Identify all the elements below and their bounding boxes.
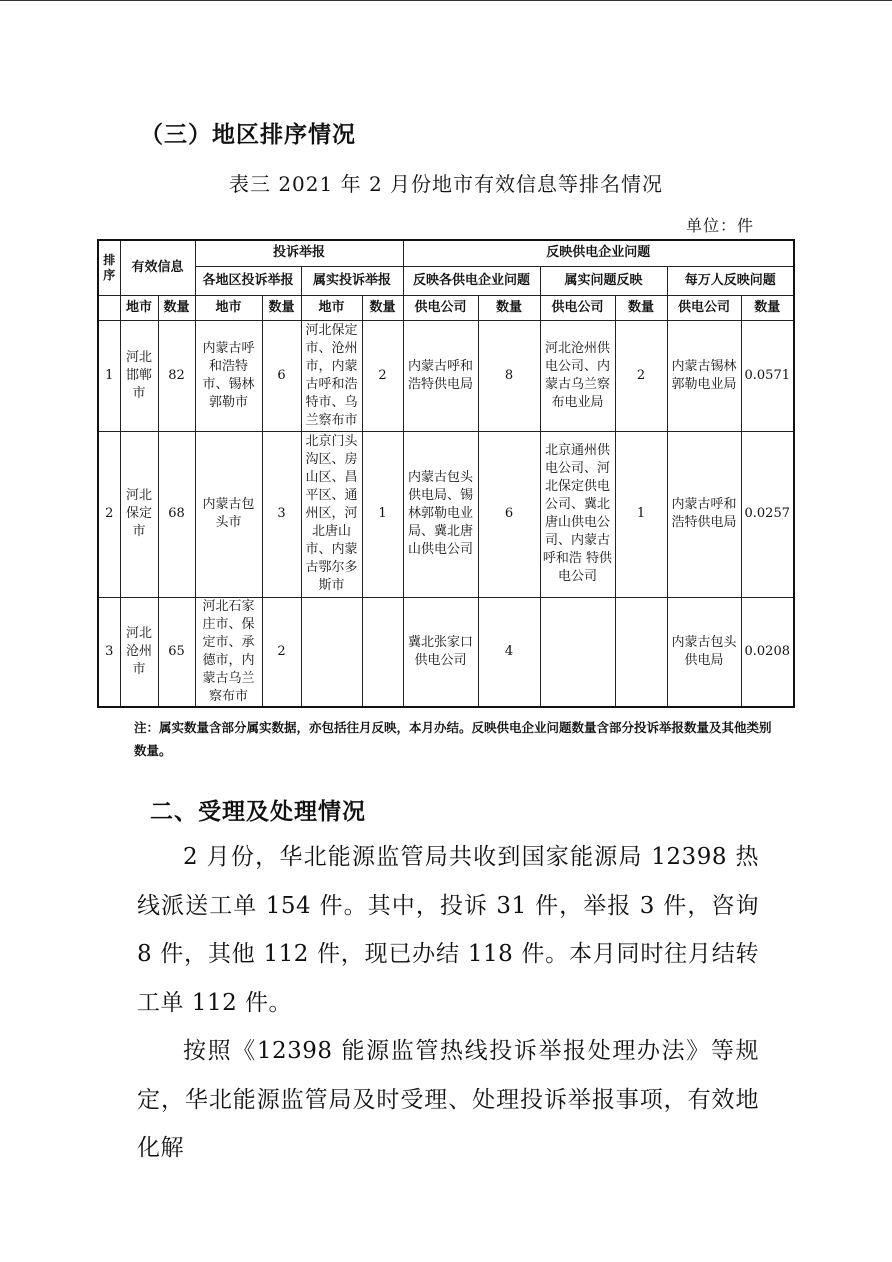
header-complaints: 投诉举报 xyxy=(195,240,403,266)
cell-rank: 3 xyxy=(98,597,120,707)
header-verified-issues: 属实问题反映 xyxy=(540,266,667,295)
cell-verified-region: 北京门头沟区、房山区、昌平区、通州区，河北唐山市、内蒙古鄂尔多斯市 xyxy=(301,431,362,597)
cell-rank: 1 xyxy=(98,320,120,431)
header-supply-issues: 反映供电企业问题 xyxy=(403,240,794,266)
subheader-qty: 数量 xyxy=(615,295,667,320)
cell-verified-region: 河北保定市、沧州市，内蒙古呼和浩特市、乌兰察布市 xyxy=(301,320,362,431)
subheader-qty: 数量 xyxy=(262,295,301,320)
top-border-line xyxy=(0,0,892,1)
header-blank xyxy=(98,295,120,320)
header-verified-complaints: 属实投诉举报 xyxy=(301,266,403,295)
cell-verified-company-qty: 1 xyxy=(615,431,667,597)
cell-verified-company xyxy=(540,597,615,707)
subheader-company: 供电公司 xyxy=(403,295,478,320)
cell-city: 河北邯郸市 xyxy=(120,320,158,431)
cell-city: 河北沧州市 xyxy=(120,597,158,707)
ranking-table xyxy=(97,239,795,708)
cell-verified-qty xyxy=(362,597,403,707)
subheader-region: 地市 xyxy=(301,295,362,320)
subheader-company: 供电公司 xyxy=(667,295,741,320)
table-row xyxy=(98,597,794,707)
subheader-city: 地市 xyxy=(120,295,158,320)
header-regional-complaints: 各地区投诉举报 xyxy=(195,266,301,295)
header-rank: 排序 xyxy=(98,240,120,295)
cell-company: 冀北张家口供电公司 xyxy=(403,597,478,707)
paragraph-procedure: 按照《12398 能源监管热线投诉举报处理办法》等规定，华北能源监管局及时受理、处理投诉举报事项，有效地化解 xyxy=(137,1038,759,1161)
cell-valid-qty: 82 xyxy=(158,320,195,431)
cell-region: 河北石家庄市、保定市、承德市，内蒙古乌兰察布市 xyxy=(195,597,262,707)
subheader-qty: 数量 xyxy=(362,295,403,320)
cell-company-qty: 8 xyxy=(478,320,540,431)
cell-region: 内蒙古包头市 xyxy=(195,431,262,597)
cell-verified-qty: 2 xyxy=(362,320,403,431)
cell-company: 内蒙古呼和浩特供电局 xyxy=(403,320,478,431)
cell-per10k-value: 0.0571 xyxy=(741,320,794,431)
cell-per10k-value: 0.0257 xyxy=(741,431,794,597)
cell-verified-company: 北京通州供电公司、河北保定供电公司、冀北唐山供电公司、内蒙古呼和浩 特供电公司 xyxy=(540,431,615,597)
section-heading-handling: 二、受理及处理情况 xyxy=(150,799,366,825)
cell-verified-company-qty xyxy=(615,597,667,707)
table-caption: 表三 2021 年 2 月份地市有效信息等排名情况 xyxy=(228,172,664,196)
cell-valid-qty: 68 xyxy=(158,431,195,597)
header-per-10k: 每万人反映问题 xyxy=(667,266,794,295)
cell-verified-company-qty: 2 xyxy=(615,320,667,431)
cell-per10k-company: 内蒙古包头供电局 xyxy=(667,597,741,707)
paragraph-summary: 2 月份，华北能源监管局共收到国家能源局 12398 热线派送工单 154 件。其中，投诉 31 件，举报 3 件，咨询 8 件，其他 112 件，现已办结 118 件。本月同时往月结转工单 112 件。 xyxy=(137,844,759,1016)
cell-company-qty: 4 xyxy=(478,597,540,707)
cell-rank: 2 xyxy=(98,431,120,597)
cell-verified-region xyxy=(301,597,362,707)
subheader-region: 地市 xyxy=(195,295,262,320)
header-each-company-issues: 反映各供电企业问题 xyxy=(403,266,540,295)
cell-per10k-company: 内蒙古呼和浩特供电局 xyxy=(667,431,741,597)
cell-region: 内蒙古呼和浩特市、锡林郭勒市 xyxy=(195,320,262,431)
subheader-qty: 数量 xyxy=(158,295,195,320)
cell-region-qty: 2 xyxy=(262,597,301,707)
cell-region-qty: 6 xyxy=(262,320,301,431)
subheader-qty: 数量 xyxy=(741,295,794,320)
cell-per10k-company: 内蒙古锡林郭勒电业局 xyxy=(667,320,741,431)
cell-company: 内蒙古包头供电局、锡林郭勒电业局、冀北唐山供电公司 xyxy=(403,431,478,597)
cell-verified-company: 河北沧州供电公司、内蒙古乌兰察布电业局 xyxy=(540,320,615,431)
cell-company-qty: 6 xyxy=(478,431,540,597)
cell-valid-qty: 65 xyxy=(158,597,195,707)
cell-per10k-value: 0.0208 xyxy=(741,597,794,707)
cell-city: 河北保定市 xyxy=(120,431,158,597)
header-valid-info: 有效信息 xyxy=(120,240,195,295)
table-row xyxy=(98,320,794,431)
unit-label: 单位：件 xyxy=(686,216,755,235)
subheader-qty: 数量 xyxy=(478,295,540,320)
cell-region-qty: 3 xyxy=(262,431,301,597)
subheader-company: 供电公司 xyxy=(540,295,615,320)
table-note: 注：属实数量含部分属实数据，亦包括往月反映，本月办结。反映供电企业问题数量含部分投诉举报数量及其他类别数量。 xyxy=(134,720,772,758)
section-heading-regional-ranking: （三）地区排序情况 xyxy=(140,122,356,148)
cell-verified-qty: 1 xyxy=(362,431,403,597)
table-row xyxy=(98,431,794,597)
